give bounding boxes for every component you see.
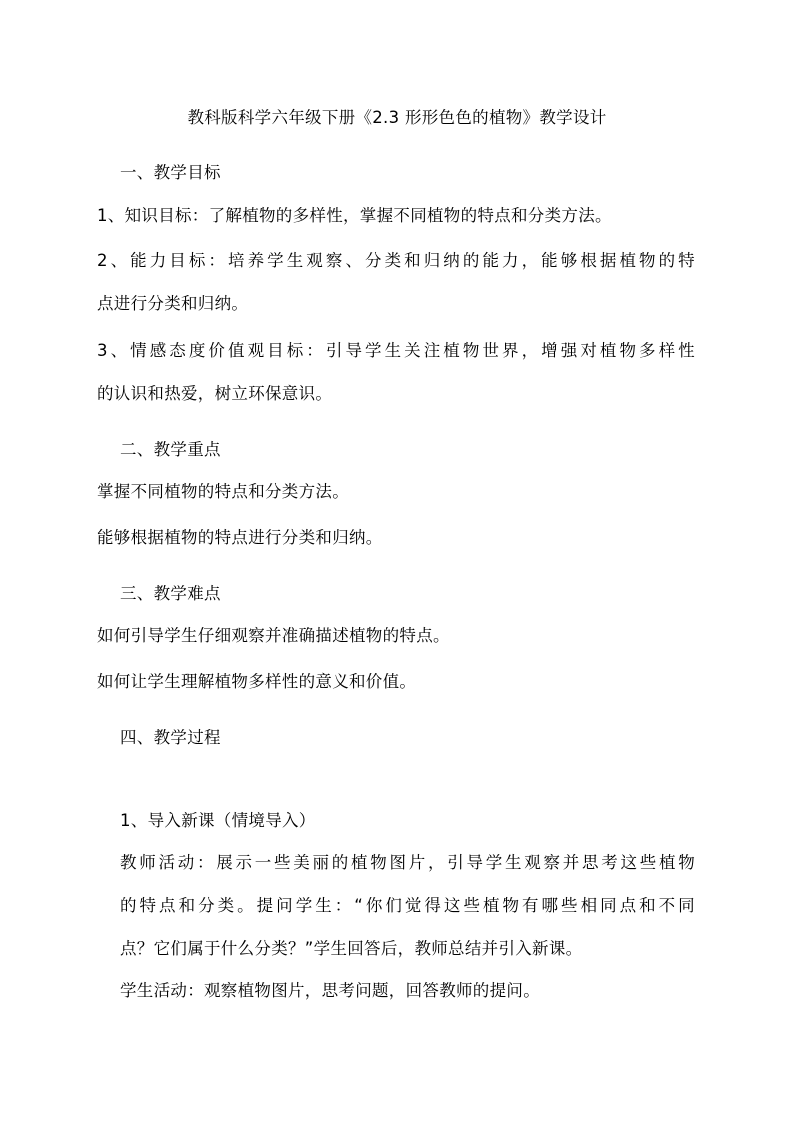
difficulty-2: 如何让学生理解植物多样性的意义和价值。 [97, 672, 417, 691]
objective-ability-line1: 2、能力目标：培养学生观察、分类和归纳的能力，能够根据植物的特 [97, 251, 695, 270]
objective-attitude-line1: 3、情感态度价值观目标：引导学生关注植物世界，增强对植物多样性 [97, 341, 695, 360]
objective-attitude-line2: 的认识和热爱，树立环保意识。 [97, 384, 333, 403]
teacher-activity-line3: 点？它们属于什么分类？”学生回答后，教师总结并引入新课。 [120, 939, 583, 958]
objective-ability-line2: 点进行分类和归纳。 [97, 294, 249, 313]
section-heading-process: 四、教学过程 [120, 728, 221, 747]
section-heading-difficulties: 三、教学难点 [120, 584, 221, 603]
objective-knowledge: 1、知识目标：了解植物的多样性，掌握不同植物的特点和分类方法。 [97, 206, 612, 225]
student-activity-line1: 学生活动：观察植物图片，思考问题，回答教师的提问。 [120, 981, 540, 1000]
step1-heading: 1、导入新课（情境导入） [120, 811, 316, 830]
teacher-activity-line2: 的特点和分类。提问学生：“你们觉得这些植物有哪些相同点和不同 [120, 896, 695, 915]
key-point-1: 掌握不同植物的特点和分类方法。 [97, 482, 349, 501]
section-heading-objectives: 一、教学目标 [120, 163, 221, 182]
key-point-2: 能够根据植物的特点进行分类和归纳。 [97, 528, 383, 547]
difficulty-1: 如何引导学生仔细观察并准确描述植物的特点。 [97, 626, 450, 645]
teacher-activity-line1: 教师活动：展示一些美丽的植物图片，引导学生观察并思考这些植物 [120, 853, 695, 872]
document-title: 教科版科学六年级下册《2.3 形形色色的植物》教学设计 [187, 108, 607, 127]
section-heading-key-points: 二、教学重点 [120, 440, 221, 459]
